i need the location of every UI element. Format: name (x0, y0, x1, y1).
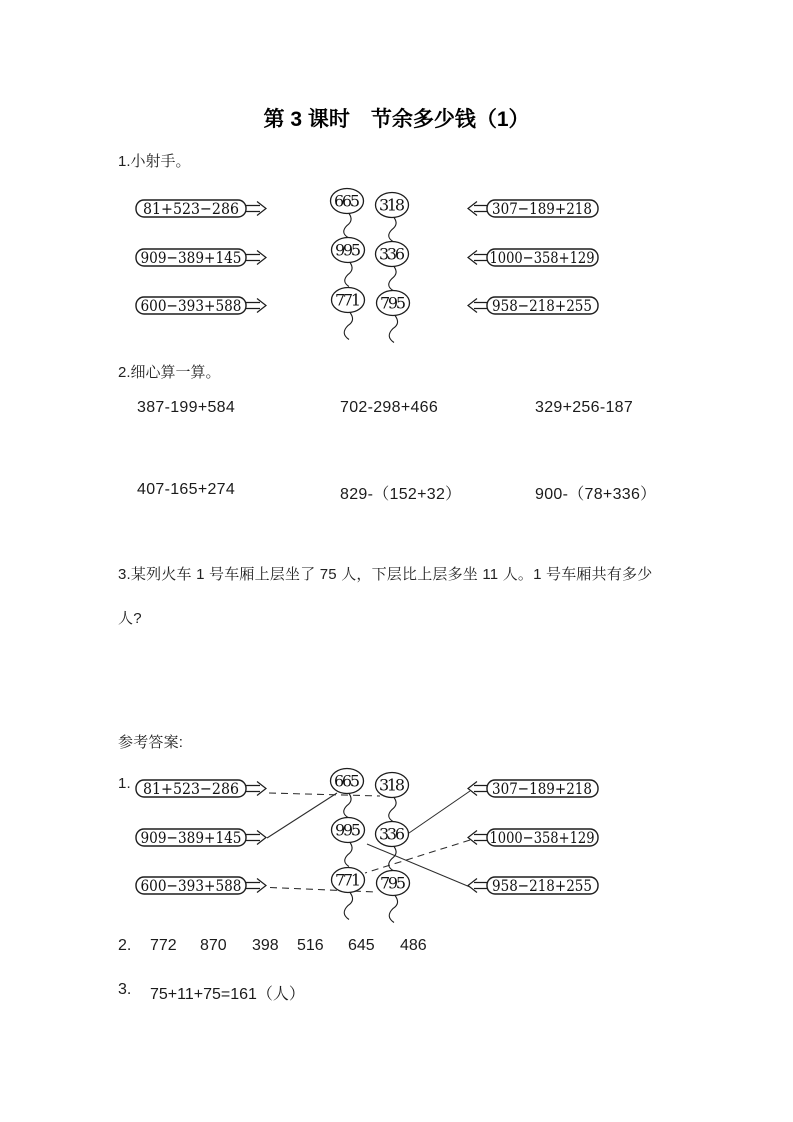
q1-balloon-771 (332, 288, 365, 340)
match-line-1000-358+129-to-771 (365, 840, 470, 873)
svg-text:995: 995 (335, 240, 361, 260)
svg-text:795: 795 (380, 873, 406, 893)
answer1-matching-diagram (110, 765, 620, 935)
svg-text:795: 795 (380, 293, 406, 313)
balloon-string (344, 313, 352, 340)
balloon-string (389, 798, 396, 822)
answers-header: 参考答案: (118, 734, 184, 751)
q1-right-expression-3: 958−218+255 (492, 296, 592, 315)
answer2-value-6: 486 (400, 937, 427, 954)
svg-text:665: 665 (334, 771, 360, 791)
svg-text:336: 336 (379, 244, 405, 264)
answer2-value-3: 398 (252, 937, 279, 954)
a1-left-expression-3: 600−393+588 (140, 876, 242, 895)
q1-balloon-995 (332, 238, 365, 287)
q2-expression-3: 329+256-187 (535, 399, 634, 416)
q2-expression-4: 407-165+274 (137, 481, 236, 498)
a1-balloon-795 (377, 871, 410, 923)
a1-balloon-771 (332, 868, 365, 920)
q3-text-line2: 人? (118, 610, 142, 627)
q1-matching-diagram (110, 185, 620, 355)
svg-text:995: 995 (335, 820, 361, 840)
q1-left-box-1 (136, 199, 266, 218)
match-line-81+523-286-to-318 (269, 793, 380, 796)
answer2-value-4: 516 (297, 937, 324, 954)
a1-right-expression-2: 1000−358+129 (489, 828, 595, 847)
svg-text:318: 318 (379, 775, 405, 795)
a1-right-box-3 (468, 876, 598, 895)
q3-text-line1: 3.某列火车 1 号车厢上层坐了 75 人，下层比上层多坐 11 人。1 号车厢共有多少 (118, 566, 653, 583)
right-arrow-icon (246, 299, 266, 313)
left-arrow-icon (468, 251, 487, 265)
q1-right-expression-2: 1000−358+129 (489, 248, 595, 267)
left-arrow-icon (468, 831, 487, 845)
svg-text:318: 318 (379, 195, 405, 215)
balloon-string (389, 218, 396, 242)
a1-left-box-2 (136, 828, 266, 847)
a1-right-expression-3: 958−218+255 (492, 876, 592, 895)
left-arrow-icon (468, 782, 487, 796)
balloon-string (344, 794, 351, 818)
balloon-string (389, 316, 397, 343)
svg-text:771: 771 (335, 870, 361, 890)
q1-balloon-795 (377, 291, 410, 343)
balloon-string (344, 214, 351, 238)
answer1-label: 1. (118, 775, 131, 792)
a1-right-box-2 (468, 828, 598, 847)
q2-expression-1: 387-199+584 (137, 399, 236, 416)
a1-left-expression-2: 909−389+145 (140, 828, 242, 847)
svg-text:665: 665 (334, 191, 360, 211)
answer2-value-5: 645 (348, 937, 375, 954)
svg-text:336: 336 (379, 824, 405, 844)
q1-left-expression-1: 81+523−286 (143, 199, 239, 218)
q2-expression-5: 829-（152+32） (340, 486, 462, 503)
q1-right-expression-1: 307−189+218 (492, 199, 592, 218)
q1-left-box-2 (136, 248, 266, 267)
match-line-307-189+218-to-336 (409, 791, 470, 833)
balloon-string (344, 893, 352, 920)
svg-text:771: 771 (335, 290, 361, 310)
q1-right-box-3 (468, 296, 598, 315)
q1-left-expression-2: 909−389+145 (140, 248, 242, 267)
answer3-label: 3. (118, 981, 132, 998)
right-arrow-icon (246, 202, 266, 216)
a1-balloon-665 (331, 769, 364, 818)
left-arrow-icon (468, 299, 487, 313)
q2-expression-6: 900-（78+336） (535, 486, 657, 503)
a1-balloon-995 (332, 818, 365, 867)
q1-left-expression-3: 600−393+588 (140, 296, 242, 315)
left-arrow-icon (468, 202, 487, 216)
balloon-string (345, 263, 352, 287)
a1-balloon-336 (376, 822, 409, 871)
q2-label: 2.细心算一算。 (118, 364, 221, 381)
q1-balloon-318 (376, 193, 409, 242)
a1-left-expression-1: 81+523−286 (143, 779, 239, 798)
q1-balloon-665 (331, 189, 364, 238)
balloon-string (345, 843, 352, 867)
answer2-label: 2. (118, 937, 132, 954)
left-arrow-icon (468, 879, 487, 893)
q1-right-box-2 (468, 248, 598, 267)
a1-right-expression-1: 307−189+218 (492, 779, 592, 798)
q1-balloon-336 (376, 242, 409, 291)
a1-left-box-3 (136, 876, 266, 895)
q1-right-box-1 (468, 199, 598, 218)
answer2-value-1: 772 (150, 937, 177, 954)
answer2-value-2: 870 (200, 937, 227, 954)
q1-left-box-3 (136, 296, 266, 315)
match-line-909-389+145-to-665 (267, 793, 337, 838)
balloon-string (389, 847, 396, 871)
answer3-text: 75+11+75=161（人） (150, 986, 305, 1003)
q2-expression-2: 702-298+466 (340, 399, 439, 416)
balloon-string (389, 896, 397, 923)
right-arrow-icon (246, 831, 266, 845)
right-arrow-icon (246, 879, 266, 893)
right-arrow-icon (246, 782, 266, 796)
a1-left-box-1 (136, 779, 266, 798)
q1-label: 1.小射手。 (118, 153, 191, 170)
balloon-string (389, 267, 396, 291)
right-arrow-icon (246, 251, 266, 265)
page-title: 第 3 课时 节余多少钱（1） (263, 108, 530, 131)
a1-balloon-318 (376, 773, 409, 822)
a1-right-box-1 (468, 779, 598, 798)
